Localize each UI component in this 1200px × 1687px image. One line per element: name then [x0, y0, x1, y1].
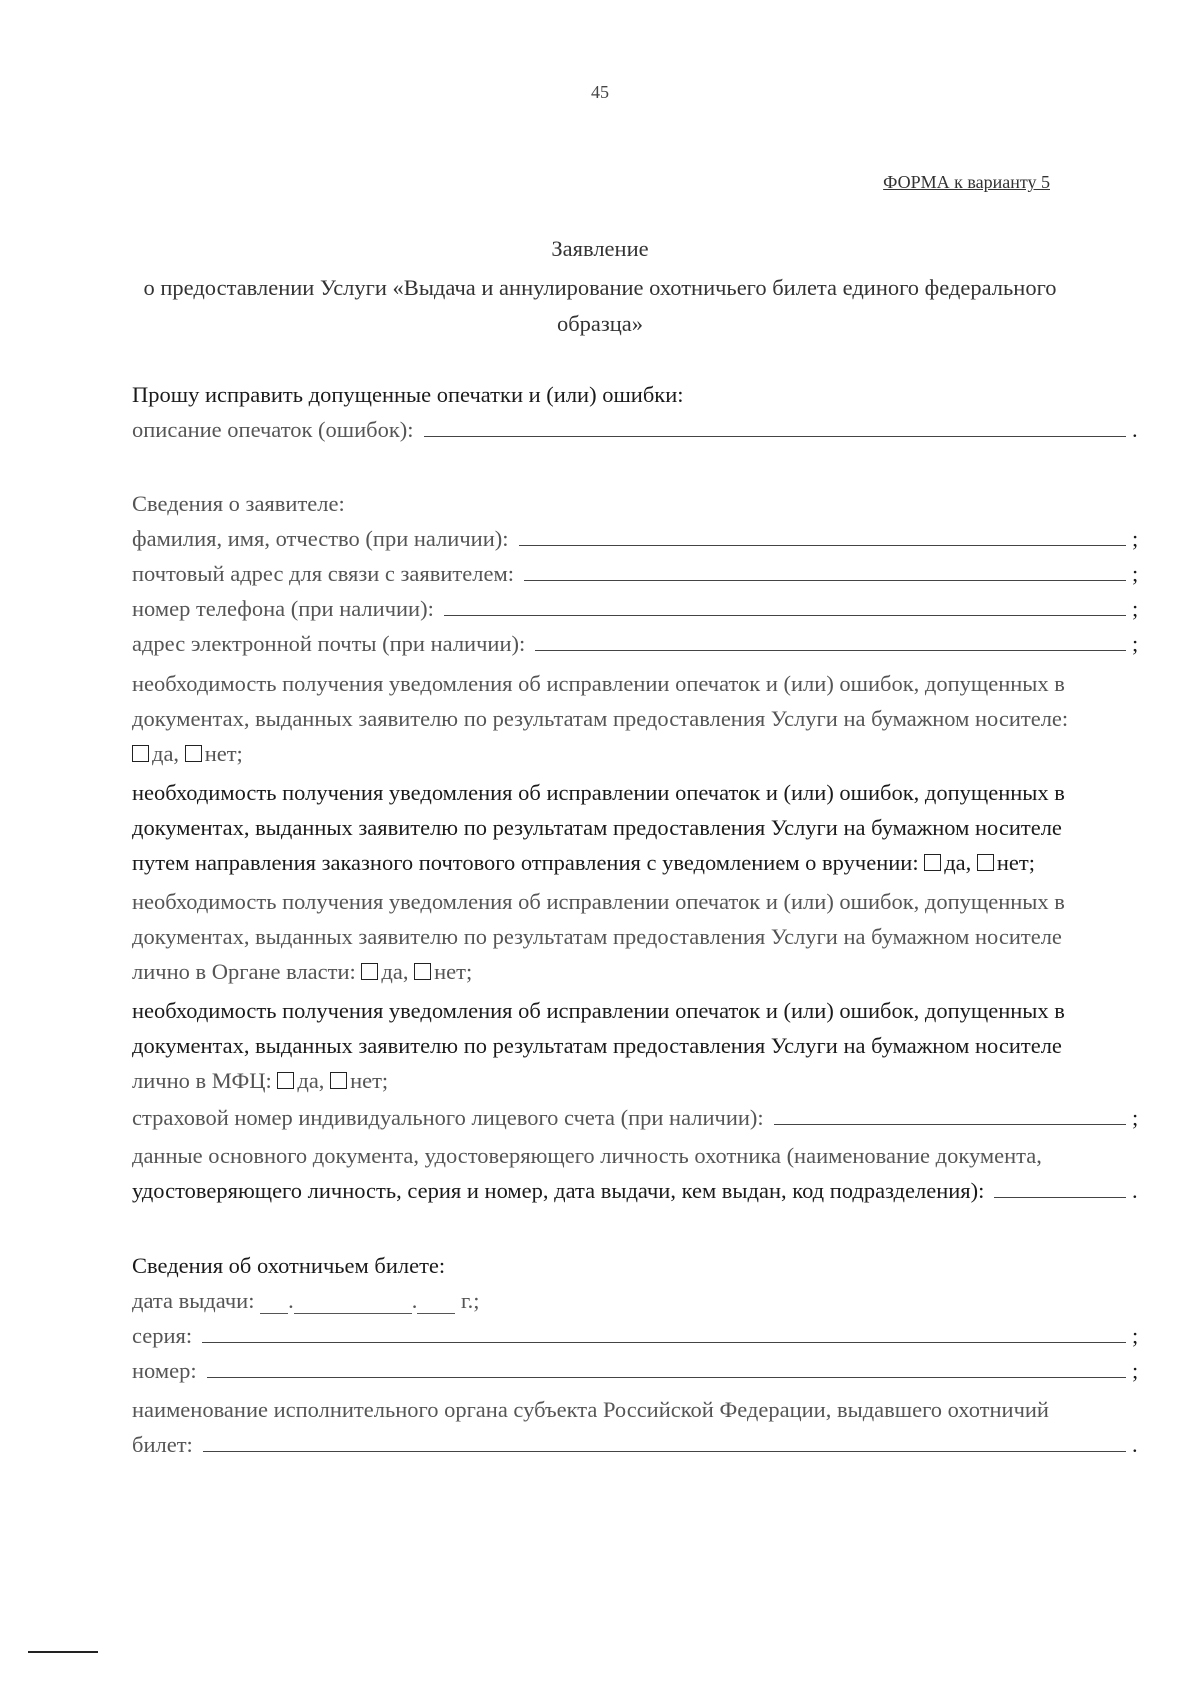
postal-address-blank[interactable] — [524, 579, 1126, 581]
applicant-heading: Сведения о заявителе: — [132, 491, 345, 516]
issuing-authority-blank[interactable] — [203, 1450, 1126, 1452]
email-label: адрес электронной почты (при наличии): — [132, 631, 526, 656]
issue-month-blank[interactable] — [294, 1295, 412, 1314]
notice-authority-line2: документах, выданных заявителю по результатам предоставления Услуги на бумажном носителе — [132, 924, 1062, 949]
notice-paper-line1: необходимость получения уведомления об исправлении опечаток и (или) ошибок, допущенных в — [132, 671, 1065, 696]
notice-mfc-line3: лично в МФЦ: да, нет; — [132, 1068, 389, 1093]
issue-date-label: дата выдачи: — [132, 1288, 255, 1313]
notice-mfc-line1: необходимость получения уведомления об исправлении опечаток и (или) ошибок, допущенных в — [132, 998, 1065, 1023]
document-subtitle-end: образца» — [556, 311, 644, 336]
errors-description-label: описание опечаток (ошибок): — [132, 417, 414, 442]
snils-field[interactable]: страховой номер индивидуального лицевого счета (при наличии): ; — [132, 1105, 1139, 1130]
notice-paper-no-checkbox[interactable] — [185, 745, 202, 762]
snils-blank[interactable] — [774, 1123, 1126, 1125]
ticket-heading: Сведения об охотничьем билете: — [132, 1253, 446, 1278]
notice-authority-line3: лично в Органе власти: да, нет; — [132, 959, 473, 984]
series-blank[interactable] — [202, 1341, 1126, 1343]
document-subtitle: о предоставлении Услуги «Выдача и аннулирование охотничьего билета единого федерального — [143, 275, 1057, 300]
document-title: Заявление — [551, 236, 649, 261]
notice-mfc-yes-checkbox[interactable] — [277, 1072, 294, 1089]
notice-authority-line1: необходимость получения уведомления об исправлении опечаток и (или) ошибок, допущенных в — [132, 889, 1065, 914]
issuing-authority-field[interactable]: билет: . — [132, 1432, 1138, 1457]
number-label: номер: — [132, 1358, 197, 1383]
phone-field[interactable]: номер телефона (при наличии): ; — [132, 596, 1139, 621]
notice-mail-line3: путем направления заказного почтового отправления с уведомлением о вручении: да, нет; — [132, 850, 1036, 875]
snils-label: страховой номер индивидуального лицевого счета (при наличии): — [132, 1105, 764, 1130]
notice-mail-yes-checkbox[interactable] — [924, 854, 941, 871]
notice-authority-yes-checkbox[interactable] — [361, 963, 378, 980]
phone-blank[interactable] — [444, 614, 1126, 616]
id-document-blank[interactable] — [994, 1196, 1126, 1198]
number-blank[interactable] — [207, 1376, 1126, 1378]
page-number: 45 — [591, 82, 609, 102]
form-reference: ФОРМА к варианту 5 — [883, 172, 1050, 192]
notice-mail-line2: документах, выданных заявителю по результатам предоставления Услуги на бумажном носителе — [132, 815, 1062, 840]
corner-mark — [28, 1651, 98, 1653]
id-document-line1: данные основного документа, удостоверяющего личность охотника (наименование документа, — [132, 1143, 1042, 1168]
issue-day-blank[interactable] — [260, 1295, 288, 1314]
notice-mfc-no-checkbox[interactable] — [330, 1072, 347, 1089]
issue-year-blank[interactable] — [417, 1295, 455, 1314]
postal-address-label: почтовый адрес для связи с заявителем: — [132, 561, 514, 586]
id-document-label: удостоверяющего личность, серия и номер, дата выдачи, кем выдан, код подразделения): — [132, 1178, 985, 1203]
errors-description-field[interactable]: описание опечаток (ошибок): . — [132, 417, 1138, 442]
notice-mfc-line2: документах, выданных заявителю по результатам предоставления Услуги на бумажном носителе — [132, 1033, 1062, 1058]
errors-description-blank[interactable] — [424, 435, 1126, 437]
notice-mail-line1: необходимость получения уведомления об исправлении опечаток и (или) ошибок, допущенных в — [132, 780, 1065, 805]
email-blank[interactable] — [535, 649, 1126, 651]
series-label: серия: — [132, 1323, 193, 1348]
notice-paper-yes-checkbox[interactable] — [132, 745, 149, 762]
correction-request: Прошу исправить допущенные опечатки и (или) ошибки: — [132, 382, 684, 407]
postal-address-field[interactable]: почтовый адрес для связи с заявителем: ; — [132, 561, 1139, 586]
issuing-authority-label: билет: — [132, 1432, 193, 1457]
notice-paper-options: да, нет; — [132, 741, 243, 767]
fio-field[interactable]: фамилия, имя, отчество (при наличии): ; — [132, 526, 1139, 551]
number-field[interactable]: номер: ; — [132, 1358, 1139, 1383]
notice-authority-no-checkbox[interactable] — [414, 963, 431, 980]
fio-label: фамилия, имя, отчество (при наличии): — [132, 526, 509, 551]
notice-paper-line2: документах, выданных заявителю по результатам предоставления Услуги на бумажном носителе: — [132, 706, 1069, 731]
series-field[interactable]: серия: ; — [132, 1323, 1139, 1348]
fio-blank[interactable] — [519, 544, 1127, 546]
phone-label: номер телефона (при наличии): — [132, 596, 434, 621]
issuing-authority-line1: наименование исполнительного органа субъекта Российской Федерации, выдавшего охотничий — [132, 1397, 1049, 1422]
notice-mail-no-checkbox[interactable] — [977, 854, 994, 871]
id-document-field[interactable]: удостоверяющего личность, серия и номер, дата выдачи, кем выдан, код подразделения): . — [132, 1178, 1138, 1203]
email-field[interactable]: адрес электронной почты (при наличии): ; — [132, 631, 1139, 656]
issue-date-field[interactable]: дата выдачи: . . г.; — [132, 1288, 480, 1313]
